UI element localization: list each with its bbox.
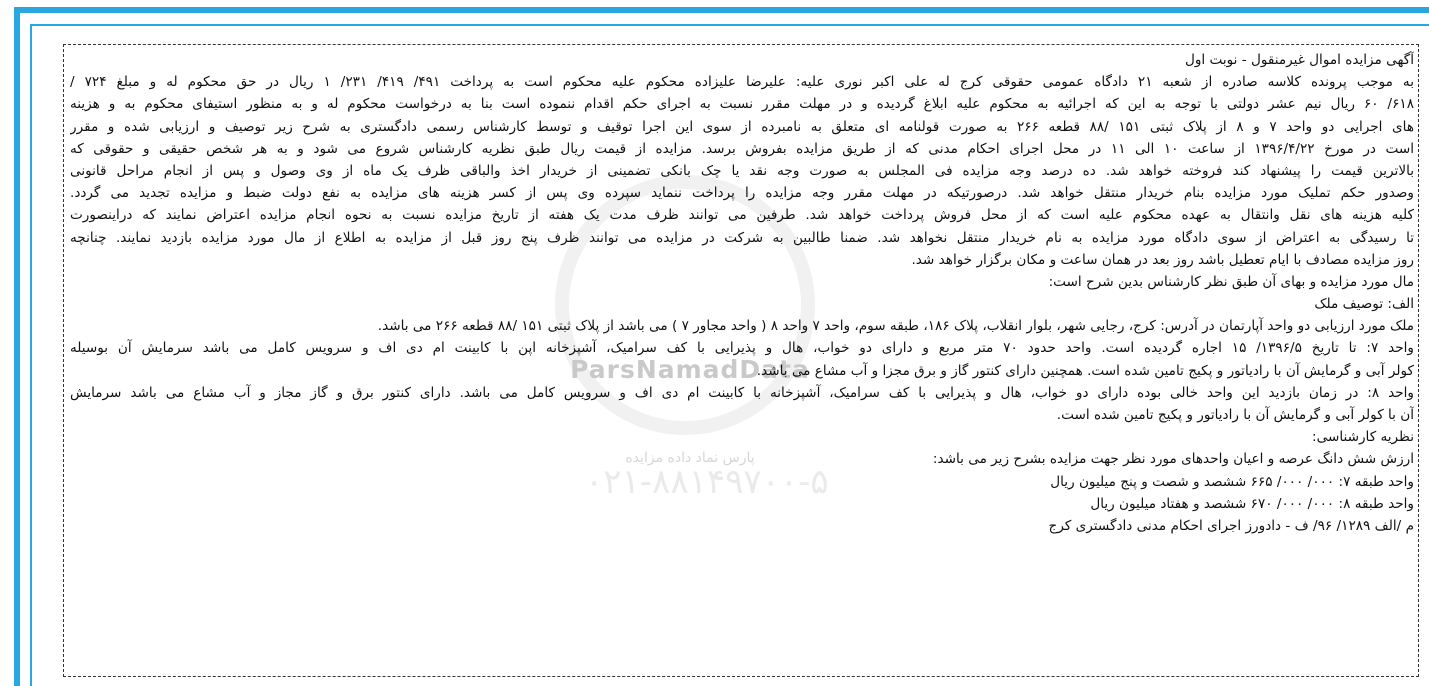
notice-line: ارزش شش دانگ عرصه و اعیان واحدهای مورد نظر جهت مزایده بشرح زیر می باشد: [932, 451, 1414, 468]
notice-signature: م /الف ۱۲۸۹/ ۹۶/ ف - دادورز اجرای احکام مدنی دادگستری کرج [1048, 517, 1414, 534]
notice-line: بالاترین قیمت را پیشنهاد کند فروخته خواهد شد. ده درصد وجه مزایده فی المجلس به صورت وجه نقد یا چک بانکی تضمینی از خریدار اخذ والباقی ظرف یک ماه از وی وصول و پس از انجام مراحل قانونی [70, 162, 1414, 179]
watermark-phone: ۰۲۱-۸۸۱۴۹۷۰۰-۵ [585, 462, 829, 502]
notice-line: واحد ۸: در زمان بازدید این واحد خالی بوده دارای دو خواب، هال و پذیرایی با کف سرامیک، آشپزخانه با کابینت ام دی اف و سرویس کامل می باشد. دارای کنتور برق و گاز مجاز و آب مشاع می باشد سرمایش [70, 384, 1414, 401]
notice-line: ملک مورد ارزیابی دو واحد آپارتمان در آدرس: کرج، رجایی شهر، بلوار انقلاب، پلاک ۱۸۶، طبقه سوم، واحد ۷ واحد ۸ ( واحد مجاور ۷ ) می باشد از پلاک ثبتی ۱۵۱ /۸۸ قطعه ۲۶۶ می باشد. [377, 318, 1414, 335]
notice-line: کلیه هزینه های نقل وانتقال به عهده محکوم علیه است که از محل فروش پرداخت خواهد شد. طرفین می توانند ظرف مدت یک هفته از تاریخ مزایده نسبت به نحوه انجام مزایده اعتراض نمایند که دراینصورت [70, 207, 1414, 224]
notice-line: واحد ۷: تا تاریخ ۱۳۹۶/۵/ ۱۵ اجاره گردیده است. واحد حدود ۷۰ متر مربع و دارای دو خواب، هال و پذیرایی با کف سرامیک، آشپزخانه اپن با کابینت ام دی اف و سرویس کامل می باشد سرمایش آن بوسیله [70, 340, 1414, 357]
notice-line: به موجب پرونده کلاسه صادره از شعبه ۲۱ دادگاه عمومی حقوقی کرج له علی اکبر نوری علیه: علیرضا علیزاده محکوم علیه محکوم است به پرداخت ۴۹۱/ ۴۱۹/ ۲۳۱/ ۱ ریال در حق محکوم له و مبلغ ۷۲۴ / [70, 74, 1414, 91]
notice-line: است در مورخ ۱۳۹۶/۴/۲۲ از ساعت ۱۰ الی ۱۱ در محل اجرای احکام مدنی که از طریق مزایده بفروش برسد. مزایده از قیمت ریال طبق نظریه کارشناس شروع می شود و به هر شخص حقیقی و حقوقی که [70, 140, 1414, 157]
section-heading: نظریه کارشناسی: [1312, 429, 1414, 446]
notice-line: وصدور حکم تملیک مورد مزایده بنام خریدار منتقل خواهد شد. درصورتیکه در مهلت مقرر وجه مزایده را پرداخت ننماید سپرده وی پس از کسر هزینه های مزایده به نفع دولت ضبط و مزایده تجدید می گردد. [70, 185, 1414, 202]
notice-line: آن با کولر آبی و گرمایش آن با رادیاتور و پکیج تامین شده است. [1056, 407, 1414, 423]
watermark-subtitle: پارس نماد داده مزایده [625, 450, 755, 466]
notice-line: ۶۱۸/ ۶۰ ریال نیم عشر دولتی با توجه به این که اجرائیه به محکوم علیه ابلاغ گردیده و در مهلت مقرر نسبت به اجرای حکم اقدام ننموده است بنا به درخواست محکوم له و به منظور استیفای محکوم به و هزینه [70, 96, 1414, 113]
notice-line: کولر آبی و گرمایش آن با رادیاتور و پکیج تامین شده است. همچنین دارای کنتور گاز و برق مجزا و آب مشاع می باشد. [756, 362, 1414, 379]
notice-title: آگهی مزایده اموال غیرمنقول - نوبت اول [1184, 52, 1414, 68]
price-line: واحد طبقه ۸: ۰۰۰/ ۰۰۰/ ۶۷۰ ششصد و هفتاد میلیون ریال [1090, 495, 1414, 512]
notice-line: تا رسیدگی به اعتراض از سوی دادگاه مورد مزایده به نام خریدار منتقل نخواهد شد. ضمنا طالبین به شرکت در مزایده می توانند ظرف پنج روز قبل از مزایده به اطلاع از مال مورد مزایده بازدید نمایند. چنانچه [70, 229, 1414, 246]
notice-line: های اجرایی دو واحد ۷ و ۸ از پلاک ثبتی ۱۵۱ /۸۸ قطعه ۲۶۶ به صورت قولنامه ای متعلق به نامبرده از سوی این اجرا توقیف و توسط کارشناس رسمی دادگستری به شرح زیر توصیف و ارزیابی شده و مقرر [70, 118, 1414, 135]
notice-text [70, 49, 1414, 537]
watermark-brand: ParsNamadData [570, 355, 810, 384]
notice-line: مال مورد مزایده و بهای آن طبق نظر کارشناس بدین شرح است: [1048, 273, 1414, 290]
section-heading: الف: توصیف ملک [1314, 296, 1414, 313]
price-line: واحد طبقه ۷: ۰۰۰/ ۰۰۰/ ۶۶۵ ششصد و شصت و پنج میلیون ریال [1050, 473, 1414, 490]
notice-line: روز مزایده مصادف با ایام تعطیل باشد روز بعد در همان ساعت و مکان برگزار خواهد شد. [911, 251, 1414, 268]
